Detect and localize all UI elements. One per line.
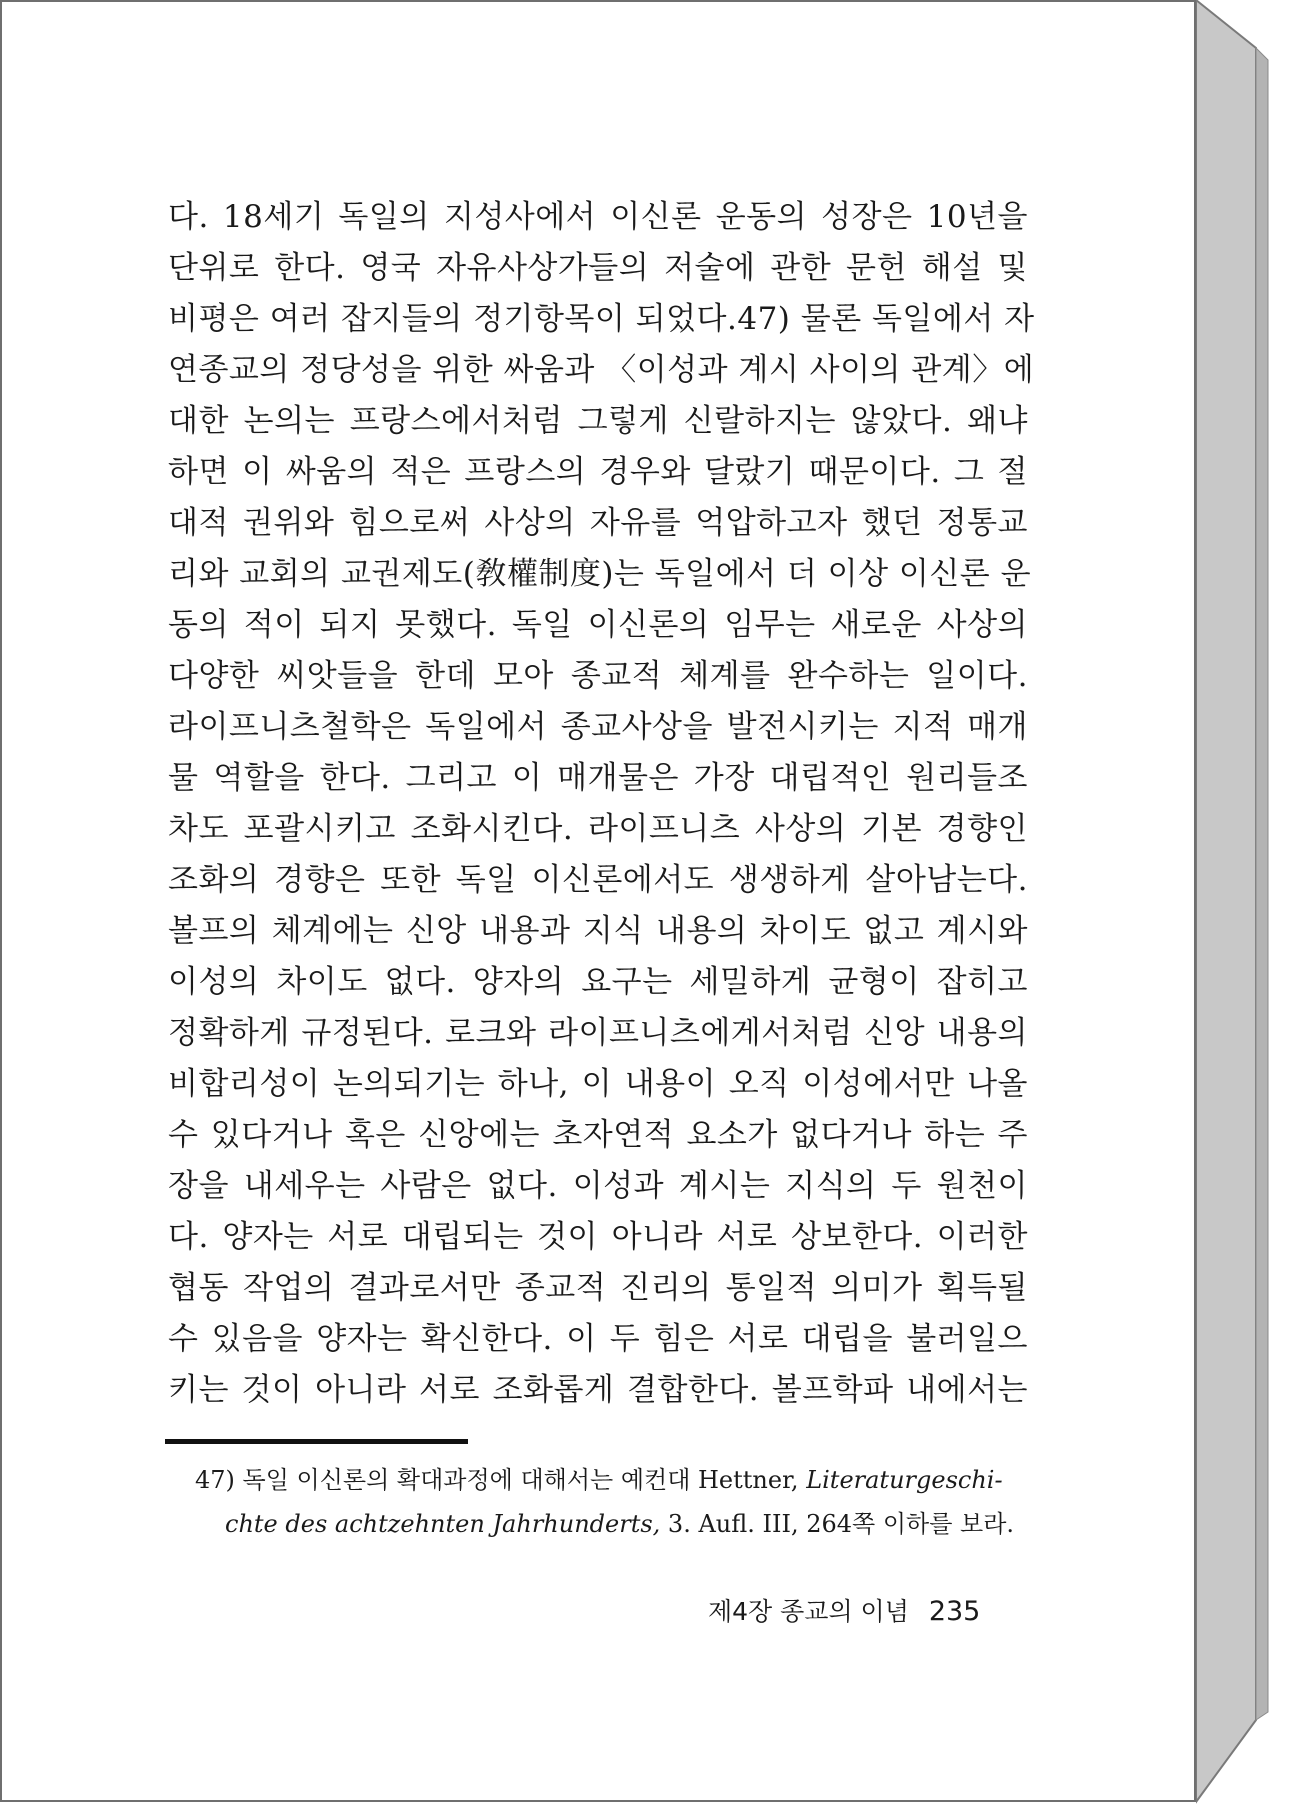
body-line: 연종교의 정당성을 위한 싸움과 〈이성과 계시 사이의 관계〉에 — [168, 352, 1035, 388]
body-line: 조화의 경향은 또한 독일 이신론에서도 생생하게 살아남는다. — [168, 862, 1028, 898]
body-line: 협동 작업의 결과로서만 종교적 진리의 통일적 의미가 획득될 — [168, 1270, 1028, 1306]
body-line: 수 있다거나 혹은 신앙에는 초자연적 요소가 없다거나 하는 주 — [168, 1117, 1028, 1153]
body-line: 차도 포괄시키고 조화시킨다. 라이프니츠 사상의 기본 경향인 — [168, 811, 1028, 847]
body-line: 볼프의 체계에는 신앙 내용과 지식 내용의 차이도 없고 계시와 — [168, 913, 1028, 949]
body-line: 수 있음을 양자는 확신한다. 이 두 힘은 서로 대립을 불러일으 — [168, 1321, 1028, 1357]
footnote-title-part-1: Literaturgeschi- — [806, 1466, 1003, 1494]
footnote-text-2: 3. Aufl. III, 264쪽 이하를 보라. — [660, 1510, 1015, 1538]
footnote-text-1: 독일 이신론의 확대과정에 대해서는 예컨대 Hettner, — [242, 1466, 807, 1494]
footnote-line-1 — [195, 1458, 1035, 1502]
body-line: 하면 이 싸움의 적은 프랑스의 경우와 달랐기 때문이다. 그 절 — [168, 454, 1028, 490]
body-line: 대한 논의는 프랑스에서처럼 그렇게 신랄하지는 않았다. 왜냐 — [168, 403, 1028, 439]
chapter-title: 제4장 종교의 이념 — [708, 1597, 909, 1626]
body-line: 리와 교회의 교권제도(敎權制度)는 독일에서 더 이상 이신론 운 — [168, 556, 1032, 592]
page-number: 235 — [928, 1596, 981, 1627]
footnote-number: 47) — [195, 1466, 235, 1494]
body-line: 비합리성이 논의되기는 하나, 이 내용이 오직 이성에서만 나올 — [168, 1066, 1028, 1102]
body-line: 비평은 여러 잡지들의 정기항목이 되었다.47) 물론 독일에서 자 — [168, 301, 1035, 337]
footnote-title-part-2: chte des achtzehnten Jahrhunderts, — [225, 1510, 661, 1538]
body-line: 장을 내세우는 사람은 없다. 이성과 계시는 지식의 두 원천이 — [168, 1168, 1028, 1204]
running-footer — [708, 1592, 980, 1628]
body-text — [168, 192, 1035, 1416]
body-line: 다양한 씨앗들을 한데 모아 종교적 체계를 완수하는 일이다. — [168, 658, 1028, 694]
footnote — [195, 1458, 1035, 1546]
body-line: 단위로 한다. 영국 자유사상가들의 저술에 관한 문헌 해설 및 — [168, 250, 1028, 286]
body-line: 라이프니츠철학은 독일에서 종교사상을 발전시키는 지적 매개 — [168, 709, 1028, 745]
body-line: 키는 것이 아니라 서로 조화롭게 결합한다. 볼프학파 내에서는 — [168, 1372, 1028, 1408]
body-line: 다. 양자는 서로 대립되는 것이 아니라 서로 상보한다. 이러한 — [168, 1219, 1028, 1255]
footnote-line-2 — [195, 1502, 1035, 1546]
body-line: 동의 적이 되지 못했다. 독일 이신론의 임무는 새로운 사상의 — [168, 607, 1028, 643]
body-line: 다. 18세기 독일의 지성사에서 이신론 운동의 성장은 10년을 — [168, 199, 1028, 235]
page-edge-shading — [1196, 0, 1312, 1806]
body-line: 정확하게 규정된다. 로크와 라이프니츠에게서처럼 신앙 내용의 — [168, 1015, 1028, 1051]
body-line: 대적 권위와 힘으로써 사상의 자유를 억압하고자 했던 정통교 — [168, 505, 1028, 541]
body-line: 이성의 차이도 없다. 양자의 요구는 세밀하게 균형이 잡히고 — [168, 964, 1028, 1000]
body-line: 물 역할을 한다. 그리고 이 매개물은 가장 대립적인 원리들조 — [168, 760, 1028, 796]
footnote-rule — [165, 1439, 468, 1444]
